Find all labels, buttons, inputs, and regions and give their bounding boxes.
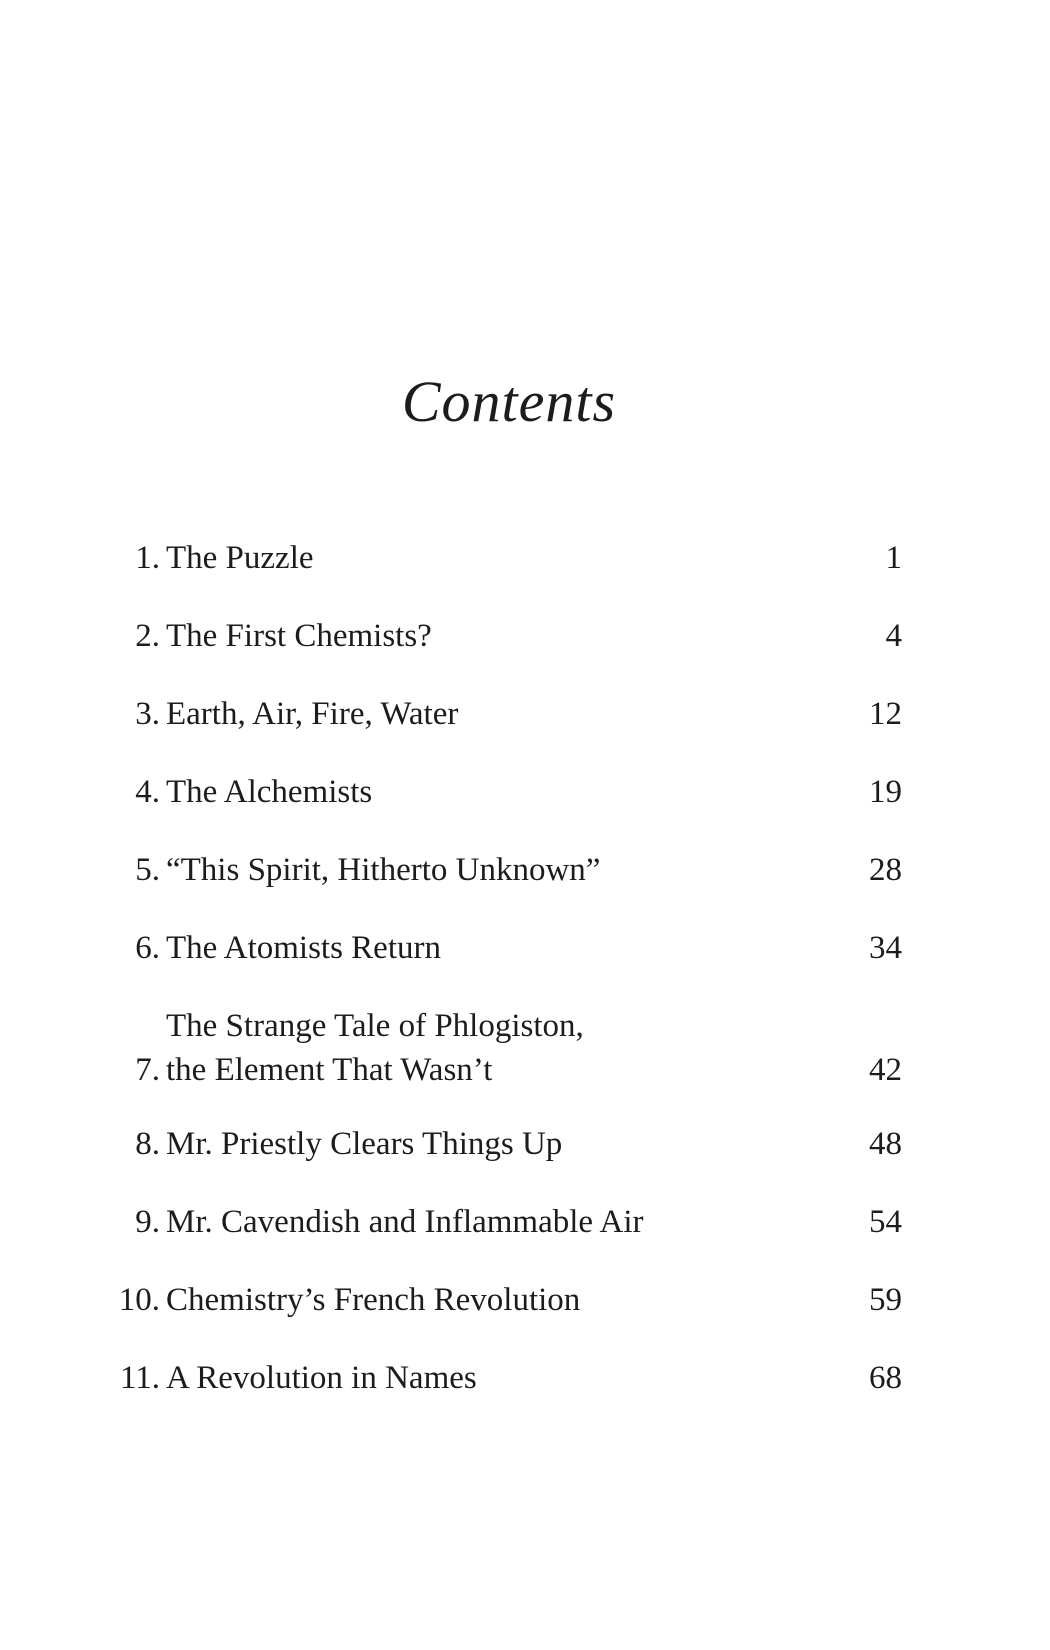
page-number: 4 [885, 618, 902, 654]
page-title: Contents [401, 369, 617, 434]
chapter-title [160, 926, 822, 970]
page-number: 48 [869, 1126, 902, 1162]
toc-entry [112, 1004, 902, 1092]
chapter-title-line: The First Chemists? [166, 618, 432, 654]
chapter-number: 1. [135, 540, 160, 576]
chapter-title-line: Earth, Air, Fire, Water [166, 696, 459, 732]
page-number: 12 [869, 696, 902, 732]
toc-entry [112, 1278, 902, 1322]
page-number: 54 [869, 1204, 902, 1240]
chapter-title [160, 1004, 822, 1092]
toc-entry [112, 1356, 902, 1400]
chapter-number: 8. [135, 1126, 160, 1162]
chapter-number: 10. [118, 1282, 160, 1318]
chapter-title-line: “This Spirit, Hitherto Unknown” [166, 852, 601, 888]
page-number: 19 [869, 774, 902, 810]
chapter-number: 6. [135, 930, 160, 966]
toc-entry [112, 536, 902, 580]
table-of-contents [112, 536, 902, 1434]
chapter-title [160, 1356, 822, 1400]
toc-entry [112, 848, 902, 892]
chapter-title-line: Chemistry’s French Revolution [166, 1282, 581, 1318]
chapter-number: 2. [135, 618, 160, 654]
chapter-number: 5. [135, 852, 160, 888]
chapter-title-line: the Element That Wasn’t [166, 1052, 493, 1088]
chapter-title-line: The Alchemists [166, 774, 373, 810]
chapter-number: 4. [135, 774, 160, 810]
chapter-title [160, 770, 822, 814]
chapter-number: 3. [135, 696, 160, 732]
toc-entry [112, 614, 902, 658]
chapter-title [160, 692, 822, 736]
page-number: 34 [869, 930, 902, 966]
chapter-title-line: The Puzzle [166, 540, 314, 576]
toc-entry [112, 1122, 902, 1166]
chapter-number: 11. [119, 1360, 160, 1396]
chapter-number: 7. [135, 1052, 160, 1088]
chapter-title-line: Mr. Cavendish and Inflammable Air [166, 1204, 644, 1240]
chapter-title-line: Mr. Priestly Clears Things Up [166, 1126, 563, 1162]
page-number: 42 [869, 1052, 902, 1088]
toc-entry [112, 926, 902, 970]
chapter-title [160, 1122, 822, 1166]
chapter-title [160, 614, 822, 658]
toc-entry [112, 1200, 902, 1244]
chapter-title-line: The Atomists Return [166, 930, 441, 966]
page-number: 59 [869, 1282, 902, 1318]
chapter-title [160, 536, 822, 580]
toc-entry [112, 770, 902, 814]
chapter-number: 9. [135, 1204, 160, 1240]
toc-entry [112, 692, 902, 736]
chapter-title-line: The Strange Tale of Phlogiston, [166, 1008, 584, 1044]
page-number: 1 [885, 540, 902, 576]
chapter-title [160, 848, 822, 892]
chapter-title [160, 1278, 822, 1322]
page-number: 68 [869, 1360, 902, 1396]
chapter-title [160, 1200, 822, 1244]
chapter-title-line: A Revolution in Names [166, 1360, 477, 1396]
page-number: 28 [869, 852, 902, 888]
